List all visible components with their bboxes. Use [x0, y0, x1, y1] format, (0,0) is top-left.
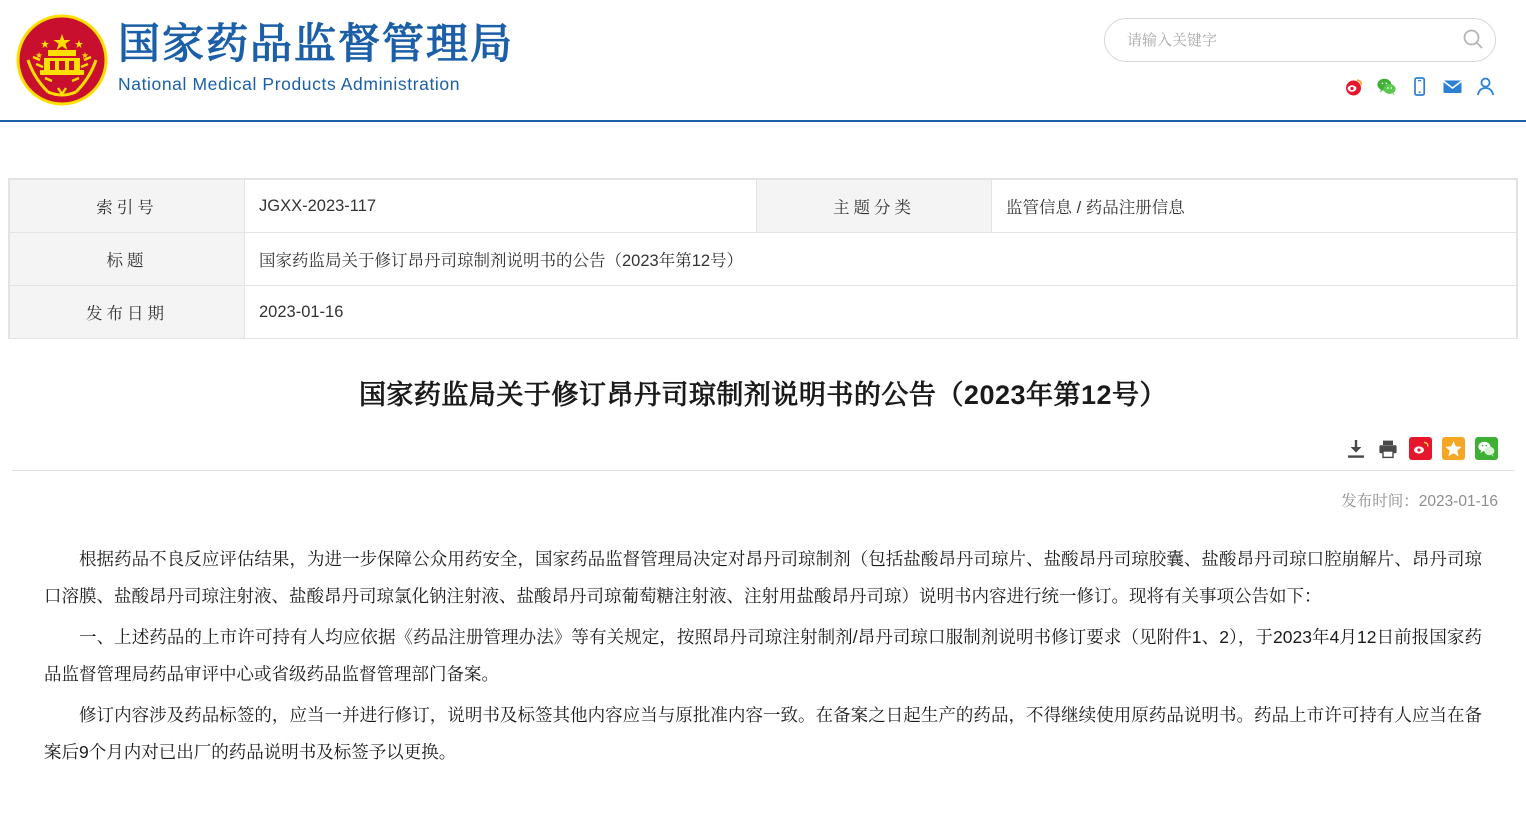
meta-value-index: JGXX-2023-117: [245, 180, 757, 233]
meta-label-index: 索引号: [10, 180, 245, 233]
mail-icon[interactable]: [1442, 76, 1463, 97]
search-input[interactable]: [1105, 19, 1451, 61]
brand-name-cn: 国家药品监督管理局: [118, 20, 515, 67]
meta-label-category: 主题分类: [757, 180, 992, 233]
document-meta-table: [8, 178, 1518, 339]
page-title: 国家药监局关于修订昂丹司琼制剂说明书的公告（2023年第12号）: [358, 380, 1168, 410]
article-paragraph: 根据药品不良反应评估结果，为进一步保障公众用药安全，国家药品监督管理局决定对昂丹司琼制剂（包括盐酸昂丹司琼片、盐酸昂丹司琼胶囊、盐酸昂丹司琼口腔崩解片、昂丹司琼口溶膜、盐酸昂丹司琼注射液、盐酸昂丹司琼氯化钠注射液、盐酸昂丹司琼葡萄糖注射液、注射用盐酸昂丹司琼）说明书内容进行统一修订。现将有关事项公告如下：: [44, 549, 1482, 606]
meta-label-publish-date: 发布日期: [10, 286, 245, 339]
article-paragraph: 修订内容涉及药品标签的，应当一并进行修订，说明书及标签其他内容应当与原批准内容一致。在备案之日起生产的药品，不得继续使用原药品说明书。药品上市许可持有人应当在备案后9个月内对已出厂的药品说明书及标签予以更换。: [44, 705, 1482, 762]
download-icon[interactable]: [1345, 438, 1367, 460]
table-row: [10, 233, 1517, 286]
table-row: [10, 286, 1517, 339]
article-body: [12, 541, 1514, 771]
publish-time-value: 2023-01-16: [1418, 493, 1498, 510]
weibo-icon[interactable]: [1343, 76, 1364, 97]
table-row: [10, 180, 1517, 233]
wechat-share-icon[interactable]: [1475, 437, 1498, 460]
meta-value-title: 国家药监局关于修订昂丹司琼制剂说明书的公告（2023年第12号）: [245, 233, 1517, 286]
article: [0, 375, 1526, 771]
search-button[interactable]: [1451, 19, 1495, 61]
mobile-icon[interactable]: [1409, 76, 1430, 97]
site-header: [0, 0, 1526, 122]
brand-name-en: National Medical Products Administration: [118, 74, 461, 94]
meta-value-publish-date: 2023-01-16: [245, 286, 1517, 339]
article-toolbar: [12, 437, 1514, 471]
search-icon: [1462, 28, 1484, 53]
user-icon[interactable]: [1475, 76, 1496, 97]
weibo-share-icon[interactable]: [1409, 437, 1432, 460]
publish-time-label: 发布时间：: [1341, 493, 1419, 510]
search-box[interactable]: [1104, 18, 1496, 62]
national-emblem-icon: [14, 12, 110, 108]
meta-value-category: 监管信息 / 药品注册信息: [992, 180, 1517, 233]
meta-label-title: 标题: [10, 233, 245, 286]
site-brand: [118, 18, 514, 95]
favorite-share-icon[interactable]: [1442, 437, 1465, 460]
publish-time: [12, 489, 1514, 511]
wechat-icon[interactable]: [1376, 76, 1397, 97]
social-links: [1343, 76, 1496, 97]
print-icon[interactable]: [1377, 438, 1399, 460]
article-paragraph: 一、上述药品的上市许可持有人均应依据《药品注册管理办法》等有关规定，按照昂丹司琼注射制剂/昂丹司琼口服制剂说明书修订要求（见附件1、2），于2023年4月12日前报国家药品监督管理局药品审评中心或省级药品监督管理部门备案。: [44, 627, 1482, 684]
